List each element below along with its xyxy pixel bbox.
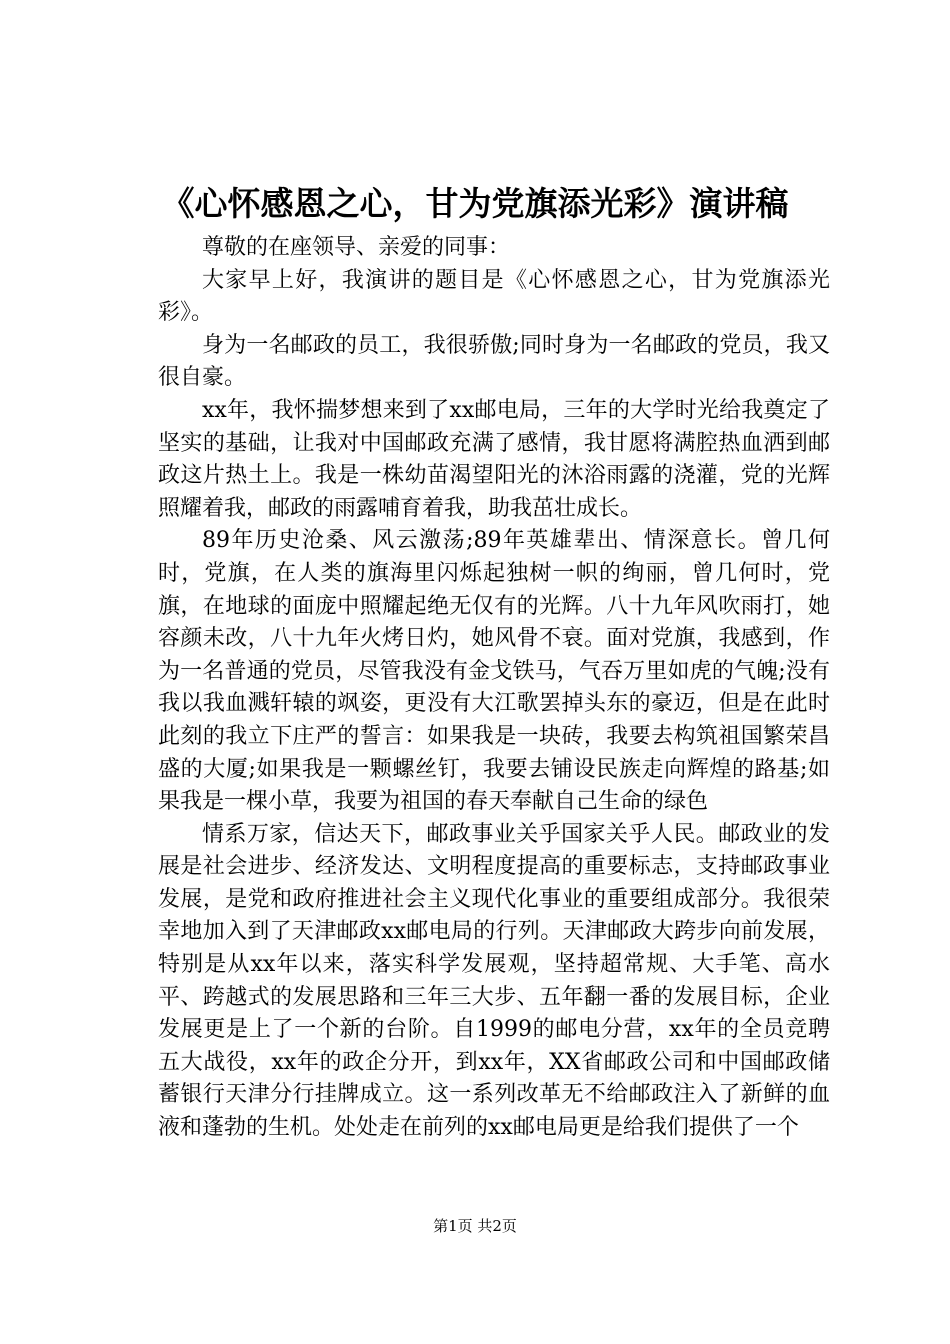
body-paragraph: xx年，我怀揣梦想来到了xx邮电局，三年的大学时光给我奠定了坚实的基础，让我对中国邮政充满了感情，我甘愿将满腔热血洒到邮政这片热土上。我是一株幼苗渴望阳光的沐浴雨露的浇灌，党的光辉照耀着我，邮政的雨露哺育着我，助我茁壮成长。: [158, 397, 830, 521]
body-paragraph: 情系万家，信达天下，邮政事业关乎国家关乎人民。邮政业的发展是社会进步、经济发达、文明程度提高的重要标志，支持邮政事业发展，是党和政府推进社会主义现代化事业的重要组成部分。我很荣幸地加入到了天津邮政xx邮电局的行列。天津邮政大跨步向前发展，特别是从xx年以来，落实科学发展观，坚持超常规、大手笔、高水平、跨越式的发展思路和三年三大步、五年翻一番的发展目标，企业发展更是上了一个新的台阶。自1999的邮电分营，xx年的全员竞聘五大战役，xx年的政企分开，到xx年，XX省邮政公司和中国邮政储蓄银行天津分行挂牌成立。这一系列改革无不给邮政注入了新鲜的血液和蓬勃的生机。处处走在前列的xx邮电局更是给我们提供了一个: [158, 821, 830, 1141]
document-title: 《心怀感恩之心，甘为党旗添光彩》演讲稿: [161, 184, 789, 223]
body-paragraph: 大家早上好，我演讲的题目是《心怀感恩之心，甘为党旗添光彩》。: [158, 267, 830, 326]
salutation-paragraph: 尊敬的在座领导、亲爱的同事：: [202, 235, 511, 260]
page-number-footer: 第1页 共2页: [433, 1217, 517, 1235]
body-paragraph: 89年历史沧桑、风云激荡;89年英雄辈出、情深意长。曾几何时，党旗，在人类的旗海里闪烁起独树一帜的绚丽，曾几何时，党旗，在地球的面庞中照耀起绝无仅有的光辉。八十九年风吹雨打，她容颜未改，八十九年火烤日灼，她风骨不衰。面对党旗，我感到，作为一名普通的党员，尽管我没有金戈铁马，气吞万里如虎的气魄;没有我以我血溅轩辕的飒姿，更没有大江歌罢掉头东的豪迈，但是在此时此刻的我立下庄严的誓言：如果我是一块砖，我要去构筑祖国繁荣昌盛的大厦;如果我是一颗螺丝钉，我要去铺设民族走向辉煌的路基;如果我是一棵小草，我要为祖国的春天奉献自己生命的绿色: [158, 528, 830, 815]
body-paragraph: 身为一名邮政的员工，我很骄傲;同时身为一名邮政的党员，我又很自豪。: [158, 332, 830, 391]
document-body: [158, 232, 830, 1145]
